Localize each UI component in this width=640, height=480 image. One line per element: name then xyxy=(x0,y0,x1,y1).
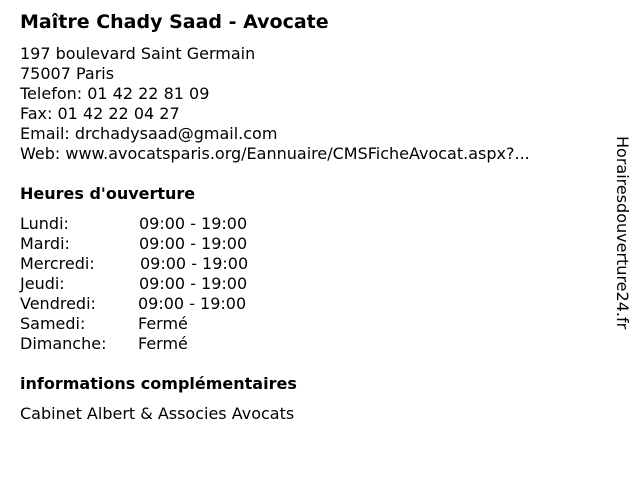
day-label: Mardi: xyxy=(20,234,70,253)
day-label: Lundi: xyxy=(20,214,69,233)
hours-heading: Heures d'ouverture xyxy=(20,184,196,203)
city-postal: 75007 Paris xyxy=(20,64,115,83)
hours-row-monday xyxy=(20,214,280,234)
hours-row-saturday xyxy=(20,314,280,334)
time-value: 09:00 - 19:00 xyxy=(139,234,248,253)
time-value: Fermé xyxy=(138,334,188,353)
day-label: Dimanche: xyxy=(20,334,107,353)
hours-list xyxy=(20,214,280,354)
fax-number: Fax: 01 42 22 04 27 xyxy=(20,104,180,123)
hours-row-friday xyxy=(20,294,280,314)
info-heading: informations complémentaires xyxy=(20,374,297,393)
time-value: 09:00 - 19:00 xyxy=(139,274,248,293)
day-label: Vendredi: xyxy=(20,294,96,313)
site-watermark: Horairesdouverture24.fr xyxy=(613,136,632,330)
time-value: 09:00 - 19:00 xyxy=(140,254,249,273)
hours-row-tuesday xyxy=(20,234,280,254)
info-text: Cabinet Albert & Associes Avocats xyxy=(20,404,295,423)
hours-row-wednesday xyxy=(20,254,280,274)
time-value: Fermé xyxy=(138,314,188,333)
hours-row-sunday xyxy=(20,334,280,354)
street-address: 197 boulevard Saint Germain xyxy=(20,44,256,63)
website-url: Web: www.avocatsparis.org/Eannuaire/CMSFicheAvocat.aspx?... xyxy=(20,144,530,163)
day-label: Jeudi: xyxy=(20,274,65,293)
contact-block xyxy=(20,44,530,164)
hours-row-thursday xyxy=(20,274,280,294)
time-value: 09:00 - 19:00 xyxy=(139,214,248,233)
day-label: Samedi: xyxy=(20,314,86,333)
time-value: 09:00 - 19:00 xyxy=(138,294,247,313)
email-address: Email: drchadysaad@gmail.com xyxy=(20,124,278,143)
phone-number: Telefon: 01 42 22 81 09 xyxy=(20,84,210,103)
day-label: Mercredi: xyxy=(20,254,95,273)
page-title: Maître Chady Saad - Avocate xyxy=(20,11,329,33)
